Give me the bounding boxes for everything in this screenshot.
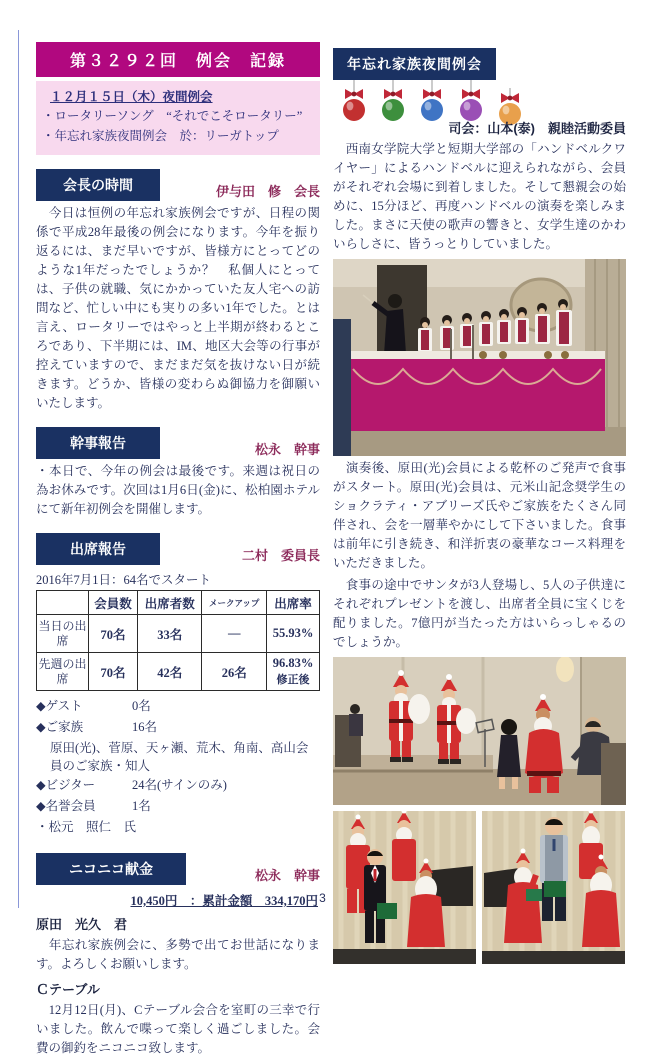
col-header-makeup: メークアップ: [202, 591, 267, 615]
list-item-guest: [36, 696, 320, 717]
mc-line: 司会：山本(泰) 親睦活動委員: [448, 121, 626, 136]
president-section-header: [36, 169, 320, 201]
christmas-ornament-icon: [376, 80, 410, 124]
list-item-family: [36, 717, 320, 738]
cell-members: 70名: [89, 653, 138, 691]
honorary-member-name: ・松元 照仁 氏: [36, 820, 137, 835]
party-paragraph-1: 西南女学院大学と短期大学部の「ハンドベルクワイヤー」によるハンドベルに迎えられながら、会員がそれぞれ会場に到着しました。そして懇親会の始めに、15分ほど、再度ハンドベルの演奏を楽しみました。まさに天使の歌声の響きと、女学生達のかわいらしさに、皆うっとりしていました。: [333, 142, 626, 251]
cell-attendees: 33名: [138, 615, 202, 653]
president-heading: 会長の時間: [36, 169, 160, 201]
visitor-label: ◆ビジター: [36, 777, 96, 792]
meeting-info-panel: [36, 81, 320, 155]
secretary-section-header: [36, 427, 320, 459]
record-title-banner: 第３２９２回 例会 記録: [36, 42, 320, 77]
secretary-heading: 幹事報告: [36, 427, 160, 459]
donor-name: 原田 光久 君: [36, 916, 128, 932]
guest-label: ◆ゲスト: [36, 699, 83, 714]
meeting-bullet-song: ・ロータリーソング “それでこそロータリー”: [42, 109, 303, 124]
table-row-lastweek: [37, 653, 320, 691]
cell-members: 70名: [89, 615, 138, 653]
cell-rate: 55.93%: [267, 615, 320, 653]
photo-santa-group-with-boy-right: [482, 811, 625, 964]
donor-message: 12月12日(月)、Cテーブル会合を室町の三幸で行いました。飲んで喋って楽しく過ごしました。会費の御釣をニコニコ致します。: [36, 1002, 320, 1055]
col-header-rate: 出席率: [267, 591, 320, 615]
col-header-blank: [37, 591, 89, 615]
photo-pair-santa-groups: [333, 811, 626, 964]
page-number: 3: [319, 891, 326, 905]
party-paragraph-2: 演奏後、原田(光)会員による乾杯のご発声で食事がスタート。原田(光)会員は、元米山記念奨学生のショクラティ・アブリーズ氏やご家族をたくさん同伴され、会を一層華やかにして下さいました。食事は前年に引き続き、和洋折衷の豪華なコース料理をいただきました。: [333, 461, 626, 570]
table-row-today: [37, 615, 320, 653]
family-value: 16名: [132, 720, 158, 735]
donor-name: Ｃテーブル: [36, 981, 100, 997]
col-header-attendees: 出席者数: [138, 591, 202, 615]
col-header-members: 会員数: [89, 591, 138, 615]
niconico-section-header: [36, 853, 320, 885]
president-body: 今日は恒例の年忘れ家族例会ですが、日程の関係で平成28年最後の例会になります。今年を振り返るには、まだ早いですが、皆様方にとってどのような1年だったでしょうか？ 私個人にとっては、子供の就職、気にかかっていた友人宅への訪問など、忙しい中にも実りの多い1年でした。とは言え、ロータリーではやっと上半期が終わるところであり、下半期には、IM、地区大会等の行事が控えていますので、まだまだ気を抜けない日が続きます。どうか、皆様の変わらぬ御協力を御願いいたします。: [36, 206, 320, 411]
guest-value: 0名: [132, 699, 151, 714]
family-label: ◆ご家族: [36, 720, 84, 735]
attendance-table: [36, 590, 320, 691]
row-label: 当日の出席: [37, 615, 89, 653]
attendance-section-header: [36, 533, 320, 565]
christmas-ornament-icon: [337, 80, 371, 124]
secretary-speaker: 松永 幹事: [254, 442, 320, 458]
meeting-date: １２月１５日（木）夜間例会: [50, 90, 213, 104]
christmas-ornament-icon: [415, 80, 449, 124]
rate-value: 96.83%: [272, 656, 314, 671]
visitor-value: 24名(サインのみ): [132, 777, 227, 792]
cell-makeup: —: [202, 615, 267, 653]
list-item-honorary: [36, 796, 320, 817]
donor-message: 年忘れ家族例会に、多勢で出てお世話になります。よろしくお願いします。: [36, 937, 320, 971]
row-label: 先週の出席: [37, 653, 89, 691]
cell-makeup: 26名: [202, 653, 267, 691]
honorary-label: ◆名誉会員: [36, 799, 96, 814]
attendance-heading: 出席報告: [36, 533, 160, 565]
niconico-speaker: 松永 幹事: [254, 867, 320, 883]
cell-rate: [267, 653, 320, 691]
secretary-body: ・本日で、今年の例会は最後です。来週は祝日の為お休みです。次回は1月6日(金)に、松柏園ホテルにて新年初例会を開催します。: [36, 464, 320, 517]
president-speaker: 伊与田 修 会長: [215, 184, 320, 200]
meeting-bullet-venue: ・年忘れ家族夜間例会 於：リーガトップ: [42, 128, 279, 143]
attendance-detail-list: [36, 696, 320, 839]
cell-attendees: 42名: [138, 653, 202, 691]
attendance-header-row: [37, 591, 320, 615]
honorary-value: 1名: [132, 799, 151, 814]
family-detail: 原田(光)、菅原、天ヶ瀬、荒木、角南、高山会員のご家族・知人: [50, 740, 309, 773]
rate-note: 修正後: [276, 674, 310, 687]
left-margin-rule: [18, 30, 19, 908]
party-paragraph-3: 食事の途中でサンタが3人登場し、5人の子供達にそれぞれプレゼントを渡し、出席者全員に宝くじを配りました。7億円が当たった方はいらっしゃるのでしょうか。: [333, 578, 626, 649]
photo-handbell-performance: [333, 259, 626, 456]
right-column: [333, 48, 626, 964]
niconico-heading: ニコニコ献金: [36, 853, 186, 885]
attendance-start-line: 2016年7月1日：64名でスタート: [36, 573, 212, 588]
photo-santa-group-with-boy-left: [333, 811, 476, 964]
attendance-speaker: 二村 委員長: [241, 548, 320, 564]
list-item-visitor: [36, 775, 320, 796]
niconico-amount: 10,450円 ：累計金額 334,170円: [130, 893, 318, 908]
party-heading: 年忘れ家族夜間例会: [333, 48, 496, 80]
photo-santa-gift-to-child: [333, 657, 626, 805]
left-column: [36, 42, 320, 1058]
